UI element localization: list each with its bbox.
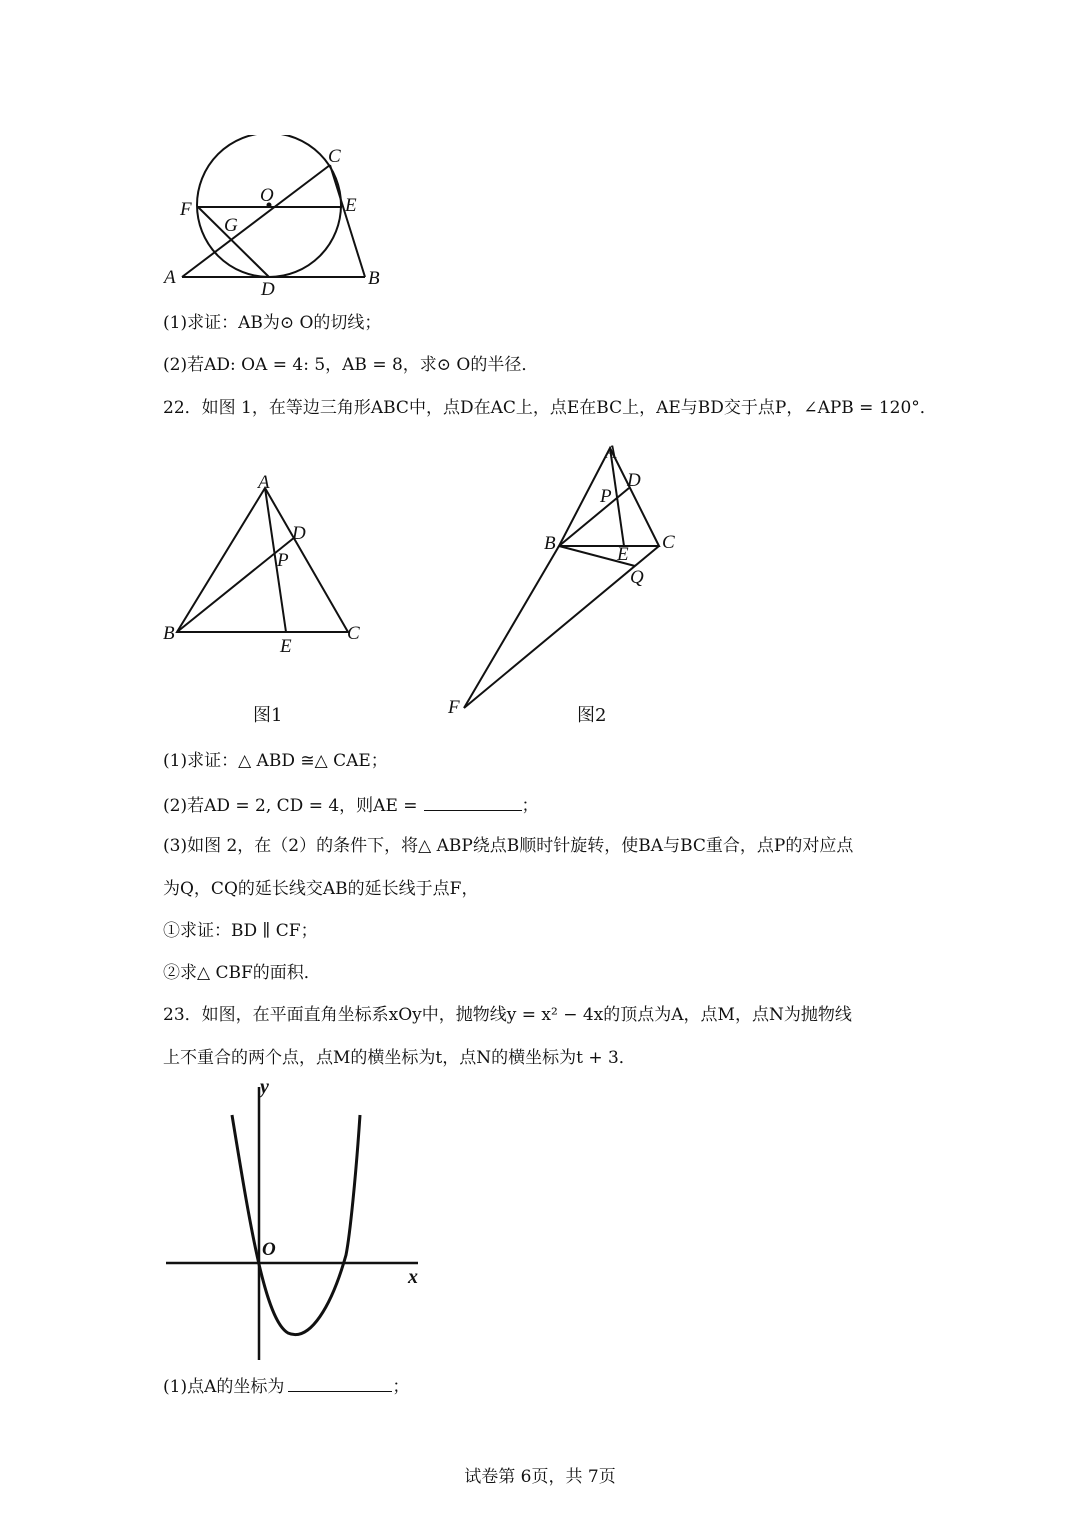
q22-part2-suffix: ； (521, 796, 539, 816)
q21-part2: (2)若AD: OA = 4: 5，AB = 8，求⊙ O的半径． (163, 355, 539, 375)
q22-sub1: ①求证：BD ∥ CF； (163, 921, 318, 941)
label-a: A (164, 267, 176, 288)
q23-stem-line1: 23．如图，在平面直角坐标系xOy中，抛物线y = x² − 4x的顶点为A，点M，点N为抛物线 (163, 1005, 852, 1025)
q23-stem-line2: 上不重合的两个点，点M的横坐标为t，点N的横坐标为t + 3． (163, 1048, 636, 1068)
origin-label: O (262, 1239, 276, 1260)
segment-bf (464, 546, 559, 708)
q22-part3-line2: 为Q，CQ的延长线交AB的延长线于点F， (163, 879, 479, 899)
answer-blank[interactable] (424, 792, 522, 811)
label-f: F (180, 199, 192, 220)
figure-q22-fig1 (155, 470, 385, 660)
q22-part2-prefix: (2)若AD = 2, CD = 4，则AE = (163, 796, 418, 816)
label-g: G (224, 215, 238, 236)
parabola-curve (232, 1115, 360, 1335)
q22-part2 (163, 792, 539, 818)
page-footer: 试卷第 6页，共 7页 (464, 1467, 616, 1487)
fig1-caption: 图1 (253, 705, 283, 726)
q23-part1-suffix: ； (392, 1377, 410, 1397)
label-b: B (368, 268, 380, 289)
label-f: F (448, 697, 460, 718)
label-e: E (345, 195, 357, 216)
label-p: P (600, 486, 612, 507)
label-b: B (544, 533, 556, 554)
fig2-caption: 图2 (577, 705, 607, 726)
label-d: D (292, 523, 306, 544)
label-e: E (617, 544, 629, 565)
q23-part1 (163, 1373, 409, 1399)
label-p: P (277, 550, 289, 571)
label-o: O (260, 185, 274, 206)
label-e: E (280, 636, 292, 657)
q22-part1: (1)求证：△ ABD ≅△ CAE； (163, 751, 388, 771)
axis-label-y: y (260, 1076, 269, 1098)
label-b: B (163, 623, 175, 644)
q22-stem: 22．如图 1，在等边三角形ABC中，点D在AC上，点E在BC上，AE与BD交于点P，∠APB = 120°． (163, 398, 937, 418)
q22-sub2: ②求△ CBF的面积． (163, 963, 321, 983)
figure-q23-parabola (160, 1075, 430, 1365)
label-d: D (261, 279, 275, 300)
segment-ac (182, 165, 330, 277)
label-c: C (662, 532, 675, 553)
segment-bd (559, 488, 629, 546)
label-c: C (328, 146, 341, 167)
q23-part1-prefix: (1)点A的坐标为 (163, 1377, 285, 1397)
segment-cb (330, 165, 365, 277)
label-d: D (627, 470, 641, 491)
q21-part1: (1)求证：AB为⊙ O的切线； (163, 313, 382, 333)
label-a: A (605, 442, 617, 463)
q22-part3-line1: (3)如图 2，在（2）的条件下，将△ ABP绕点B顺时针旋转，使BA与BC重合，点P的对应点 (163, 836, 854, 856)
figure-q21-circle (160, 135, 400, 305)
label-c: C (347, 623, 360, 644)
label-q: Q (630, 567, 644, 588)
answer-blank[interactable] (288, 1373, 392, 1392)
label-a: A (258, 472, 270, 493)
axis-label-x: x (408, 1266, 418, 1288)
figure-q22-fig2 (440, 436, 690, 726)
